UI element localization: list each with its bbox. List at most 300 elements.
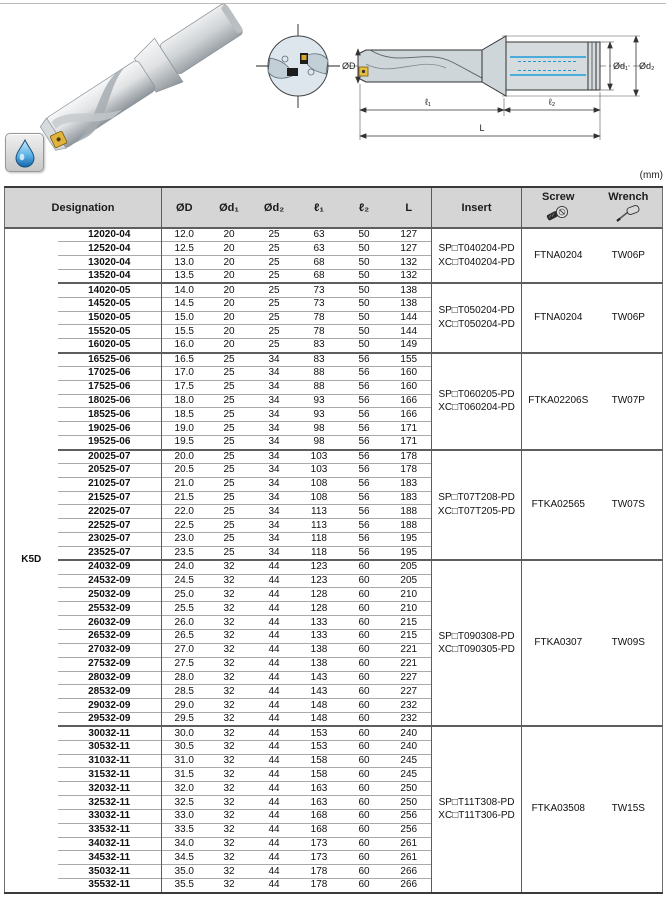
dimension-cell: 34 (252, 533, 297, 547)
dimension-cell: 60 (342, 796, 387, 810)
dimension-cell: 127 (387, 242, 432, 256)
dimension-cell: 31.0 (162, 754, 207, 768)
wrench-label: Wrench (608, 190, 649, 203)
dimension-cell: 261 (387, 837, 432, 851)
designation-cell: 27532-09 (58, 657, 162, 671)
table-row (5, 560, 663, 574)
dimension-cell: 17.5 (162, 380, 207, 394)
dimension-cell: 14.5 (162, 297, 207, 311)
col-header-od1: Ød₁ (207, 187, 252, 228)
dimension-cell: 60 (342, 740, 387, 754)
dimension-cell: 138 (297, 643, 342, 657)
dimension-cell: 60 (342, 629, 387, 643)
dimension-cell: 32 (207, 671, 252, 685)
dimension-cell: 261 (387, 851, 432, 865)
dimension-cell: 44 (252, 879, 297, 893)
dimension-cell: 63 (297, 242, 342, 256)
dimension-cell: 35.5 (162, 879, 207, 893)
designation-cell: 32532-11 (58, 796, 162, 810)
dimension-cell: 24.5 (162, 574, 207, 588)
dimension-cell: 56 (342, 477, 387, 491)
table-row (5, 353, 663, 367)
table-row (5, 228, 663, 242)
dimension-cell: 103 (297, 450, 342, 464)
dimension-cell: 25 (252, 325, 297, 339)
dimension-cell: 60 (342, 865, 387, 879)
dimension-cell: 118 (297, 533, 342, 547)
dimension-cell: 25.0 (162, 588, 207, 602)
dimension-cell: 31.5 (162, 768, 207, 782)
dimension-cell: 56 (342, 366, 387, 380)
designation-cell: 31532-11 (58, 768, 162, 782)
dimension-cell: 78 (297, 325, 342, 339)
dimension-cell: 17.0 (162, 366, 207, 380)
dimension-cell: 113 (297, 519, 342, 533)
dimension-cell: 50 (342, 339, 387, 353)
designation-cell: 31032-11 (58, 754, 162, 768)
dimension-cell: 113 (297, 505, 342, 519)
dimension-cell: 163 (297, 782, 342, 796)
dimension-cell: 25 (207, 380, 252, 394)
dimension-cell: 143 (297, 685, 342, 699)
dimension-cell: 183 (387, 491, 432, 505)
dimension-cell: 25 (252, 242, 297, 256)
designation-cell: 19525-06 (58, 436, 162, 450)
designation-cell: 14520-05 (58, 297, 162, 311)
dimension-cell: 44 (252, 865, 297, 879)
dimension-cell: 28.0 (162, 671, 207, 685)
wrench-cell: TW06P (595, 228, 663, 283)
designation-cell: 18525-06 (58, 408, 162, 422)
designation-cell: 14020-05 (58, 283, 162, 297)
dimension-cell: 60 (342, 823, 387, 837)
dimension-cell: 44 (252, 643, 297, 657)
dimension-cell: 98 (297, 422, 342, 436)
col-header-insert: Insert (432, 187, 522, 228)
dimension-cell: 166 (387, 408, 432, 422)
dimension-cell: 245 (387, 754, 432, 768)
dimension-cell: 32 (207, 726, 252, 740)
dimension-cell: 60 (342, 809, 387, 823)
wrench-cell: TW07P (595, 353, 663, 450)
dimension-cell: 32 (207, 851, 252, 865)
dim-label-l1: ℓ₁ (425, 97, 431, 107)
dimension-cell: 56 (342, 505, 387, 519)
dimension-cell: 195 (387, 546, 432, 560)
insert-cell: SP□T090308-PD XC□T090305-PD (432, 560, 522, 726)
dimension-cell: 25 (252, 256, 297, 270)
dimension-cell: 25 (207, 394, 252, 408)
dimension-cell: 25 (207, 477, 252, 491)
designation-cell: 22025-07 (58, 505, 162, 519)
dimension-cell: 210 (387, 588, 432, 602)
dimension-cell: 22.0 (162, 505, 207, 519)
dimension-cell: 12.5 (162, 242, 207, 256)
dimension-cell: 32 (207, 588, 252, 602)
dimension-cell: 266 (387, 879, 432, 893)
dimension-cell: 34 (252, 422, 297, 436)
col-header-od: ØD (162, 187, 207, 228)
dimension-cell: 32 (207, 629, 252, 643)
drill-dimension-diagram (342, 4, 664, 156)
dimension-cell: 60 (342, 643, 387, 657)
dimension-cell: 23.0 (162, 533, 207, 547)
designation-cell: 35532-11 (58, 879, 162, 893)
dimension-cell: 178 (387, 450, 432, 464)
dimension-cell: 34 (252, 477, 297, 491)
dim-label-l2: ℓ₂ (548, 97, 556, 107)
dimension-cell: 25 (207, 519, 252, 533)
dimension-cell: 68 (297, 270, 342, 284)
dimension-cell: 19.5 (162, 436, 207, 450)
dimension-cell: 44 (252, 726, 297, 740)
designation-cell: 32032-11 (58, 782, 162, 796)
dimension-cell: 44 (252, 782, 297, 796)
designation-cell: 34532-11 (58, 851, 162, 865)
dimension-cell: 25 (207, 422, 252, 436)
dimension-cell: 118 (297, 546, 342, 560)
dimension-cell: 60 (342, 837, 387, 851)
dimension-cell: 205 (387, 574, 432, 588)
dimension-cell: 25 (207, 546, 252, 560)
table-header-row (5, 187, 663, 228)
dimension-cell: 127 (387, 228, 432, 242)
dimension-cell: 32 (207, 657, 252, 671)
dim-label-L: L (479, 123, 485, 133)
dimension-cell: 44 (252, 809, 297, 823)
dimension-cell: 25 (252, 311, 297, 325)
dimension-cell: 25 (252, 228, 297, 242)
dimension-cell: 78 (297, 311, 342, 325)
dimension-cell: 20 (207, 270, 252, 284)
coolant-button (5, 133, 44, 172)
product-hero (0, 0, 666, 186)
dimension-cell: 44 (252, 602, 297, 616)
dimension-cell: 178 (387, 463, 432, 477)
dim-label-od: ØD (342, 61, 356, 71)
dimension-cell: 73 (297, 283, 342, 297)
dimension-cell: 32 (207, 616, 252, 630)
dimension-cell: 44 (252, 754, 297, 768)
drill-face-view (256, 24, 340, 108)
dimension-cell: 68 (297, 256, 342, 270)
dimension-cell: 98 (297, 436, 342, 450)
dimension-cell: 50 (342, 297, 387, 311)
designation-cell: 18025-06 (58, 394, 162, 408)
designation-cell: 19025-06 (58, 422, 162, 436)
dimension-cell: 44 (252, 616, 297, 630)
designation-cell: 24532-09 (58, 574, 162, 588)
insert-cell: SP□T040204-PD XC□T040204-PD (432, 228, 522, 283)
dimension-cell: 20 (207, 339, 252, 353)
insert-cell: SP□T060205-PD XC□T060204-PD (432, 353, 522, 450)
dimension-cell: 56 (342, 353, 387, 367)
dimension-cell: 18.5 (162, 408, 207, 422)
dimension-cell: 23.5 (162, 546, 207, 560)
dimension-cell: 60 (342, 726, 387, 740)
col-header-designation: Designation (5, 187, 162, 228)
dimension-cell: 245 (387, 768, 432, 782)
dimension-cell: 32 (207, 782, 252, 796)
dimension-cell: 188 (387, 519, 432, 533)
dimension-cell: 138 (297, 657, 342, 671)
designation-cell: 26532-09 (58, 629, 162, 643)
dimension-cell: 123 (297, 574, 342, 588)
dimension-cell: 32 (207, 796, 252, 810)
screw-cell: FTNA0204 (522, 283, 595, 352)
dimension-cell: 44 (252, 699, 297, 713)
designation-cell: 29532-09 (58, 713, 162, 727)
designation-cell: 33532-11 (58, 823, 162, 837)
dimension-cell: 44 (252, 837, 297, 851)
designation-cell: 13020-04 (58, 256, 162, 270)
col-header-screw (522, 187, 595, 228)
table-row (5, 450, 663, 464)
dimension-cell: 25 (207, 408, 252, 422)
dimension-cell: 60 (342, 699, 387, 713)
designation-cell: 28032-09 (58, 671, 162, 685)
dimension-cell: 60 (342, 588, 387, 602)
designation-cell: 13520-04 (58, 270, 162, 284)
table-row (5, 283, 663, 297)
dimension-cell: 138 (387, 297, 432, 311)
dimension-cell: 44 (252, 796, 297, 810)
dimension-cell: 15.0 (162, 311, 207, 325)
dimension-cell: 32 (207, 809, 252, 823)
dimension-cell: 20 (207, 242, 252, 256)
dimension-cell: 178 (297, 879, 342, 893)
screw-label: Screw (542, 190, 575, 203)
dimension-cell: 34.0 (162, 837, 207, 851)
dimension-cell: 50 (342, 242, 387, 256)
dimension-cell: 16.0 (162, 339, 207, 353)
dimension-cell: 32.0 (162, 782, 207, 796)
designation-cell: 27032-09 (58, 643, 162, 657)
dimension-cell: 15.5 (162, 325, 207, 339)
dimension-cell: 60 (342, 754, 387, 768)
dimension-cell: 168 (297, 823, 342, 837)
dimension-cell: 20 (207, 228, 252, 242)
designation-cell: 22525-07 (58, 519, 162, 533)
dimension-cell: 60 (342, 685, 387, 699)
dimension-cell: 153 (297, 726, 342, 740)
dimension-cell: 60 (342, 782, 387, 796)
designation-cell: 16020-05 (58, 339, 162, 353)
designation-cell: 12520-04 (58, 242, 162, 256)
dimension-cell: 178 (297, 865, 342, 879)
dimension-cell: 183 (387, 477, 432, 491)
dimension-cell: 50 (342, 270, 387, 284)
dimension-cell: 171 (387, 436, 432, 450)
dimension-cell: 227 (387, 671, 432, 685)
dimension-cell: 160 (387, 380, 432, 394)
dimension-cell: 256 (387, 823, 432, 837)
dimension-cell: 56 (342, 436, 387, 450)
screw-cell: FTKA02565 (522, 450, 595, 561)
dimension-cell: 210 (387, 602, 432, 616)
dimension-cell: 227 (387, 685, 432, 699)
dimension-cell: 32 (207, 768, 252, 782)
dimension-cell: 32 (207, 879, 252, 893)
dimension-cell: 149 (387, 339, 432, 353)
dimension-cell: 25 (207, 533, 252, 547)
dimension-cell: 44 (252, 713, 297, 727)
dimension-cell: 25 (207, 353, 252, 367)
series-label: K5D (5, 228, 58, 893)
designation-cell: 24032-09 (58, 560, 162, 574)
unit-label: (mm) (639, 170, 663, 181)
dimension-cell: 188 (387, 505, 432, 519)
dimension-cell: 88 (297, 380, 342, 394)
dimension-cell: 232 (387, 713, 432, 727)
catalog-table-body (5, 228, 663, 893)
dimension-cell: 160 (387, 366, 432, 380)
dimension-cell: 32 (207, 602, 252, 616)
dimension-cell: 56 (342, 394, 387, 408)
insert-cell: SP□T050204-PD XC□T050204-PD (432, 283, 522, 352)
designation-cell: 20525-07 (58, 463, 162, 477)
dimension-cell: 128 (297, 588, 342, 602)
screw-cell: FTKA02206S (522, 353, 595, 450)
dimension-cell: 16.5 (162, 353, 207, 367)
dimension-cell: 155 (387, 353, 432, 367)
dimension-cell: 25 (207, 436, 252, 450)
dimension-cell: 44 (252, 768, 297, 782)
dimension-cell: 44 (252, 685, 297, 699)
dimension-cell: 32 (207, 837, 252, 851)
designation-cell: 20025-07 (58, 450, 162, 464)
dimension-cell: 34 (252, 491, 297, 505)
dimension-cell: 27.5 (162, 657, 207, 671)
designation-cell: 28532-09 (58, 685, 162, 699)
dimension-cell: 34 (252, 546, 297, 560)
dimension-cell: 153 (297, 740, 342, 754)
col-header-L: L (387, 187, 432, 228)
dimension-cell: 240 (387, 726, 432, 740)
dimension-cell: 144 (387, 311, 432, 325)
dimension-cell: 56 (342, 450, 387, 464)
dimension-cell: 25 (252, 297, 297, 311)
dimension-cell: 221 (387, 643, 432, 657)
dimension-cell: 18.0 (162, 394, 207, 408)
dimension-cell: 60 (342, 560, 387, 574)
dimension-cell: 73 (297, 297, 342, 311)
screw-cell: FTKA03508 (522, 726, 595, 892)
designation-cell: 17025-06 (58, 366, 162, 380)
dimension-cell: 144 (387, 325, 432, 339)
dimension-cell: 25 (207, 505, 252, 519)
drill-photo (28, 2, 280, 162)
dimension-cell: 28.5 (162, 685, 207, 699)
dimension-cell: 32 (207, 685, 252, 699)
dimension-cell: 63 (297, 228, 342, 242)
dimension-cell: 56 (342, 408, 387, 422)
dimension-cell: 13.5 (162, 270, 207, 284)
designation-cell: 34032-11 (58, 837, 162, 851)
dimension-cell: 60 (342, 879, 387, 893)
dimension-cell: 32 (207, 754, 252, 768)
dimension-cell: 56 (342, 422, 387, 436)
dimension-cell: 34 (252, 366, 297, 380)
dimension-cell: 34 (252, 394, 297, 408)
dimension-cell: 32.5 (162, 796, 207, 810)
dimension-cell: 34 (252, 505, 297, 519)
dimension-cell: 20.5 (162, 463, 207, 477)
dimension-cell: 173 (297, 837, 342, 851)
dim-label-od1: Ød₁ (613, 61, 629, 71)
dimension-cell: 34 (252, 519, 297, 533)
dimension-cell: 88 (297, 366, 342, 380)
dimension-cell: 143 (297, 671, 342, 685)
dimension-cell: 44 (252, 629, 297, 643)
dimension-cell: 83 (297, 353, 342, 367)
dimension-cell: 34 (252, 408, 297, 422)
dimension-cell: 32 (207, 865, 252, 879)
insert-cell: SP□T11T308-PD XC□T11T306-PD (432, 726, 522, 892)
dimension-cell: 232 (387, 699, 432, 713)
dimension-cell: 21.5 (162, 491, 207, 505)
designation-cell: 16525-06 (58, 353, 162, 367)
designation-cell: 30532-11 (58, 740, 162, 754)
dimension-cell: 34 (252, 463, 297, 477)
dimension-cell: 60 (342, 616, 387, 630)
dimension-cell: 25 (207, 491, 252, 505)
dimension-cell: 56 (342, 533, 387, 547)
dimension-cell: 32 (207, 823, 252, 837)
dimension-cell: 50 (342, 325, 387, 339)
dimension-cell: 34.5 (162, 851, 207, 865)
dimension-cell: 35.0 (162, 865, 207, 879)
dimension-cell: 60 (342, 768, 387, 782)
dimension-cell: 25 (252, 270, 297, 284)
dimension-cell: 133 (297, 616, 342, 630)
dimension-cell: 195 (387, 533, 432, 547)
col-header-l1: ℓ₁ (297, 187, 342, 228)
dimension-cell: 50 (342, 228, 387, 242)
dimension-cell: 168 (297, 809, 342, 823)
dimension-cell: 93 (297, 408, 342, 422)
dimension-cell: 14.0 (162, 283, 207, 297)
designation-cell: 12020-04 (58, 228, 162, 242)
designation-cell: 15520-05 (58, 325, 162, 339)
spec-table (4, 186, 663, 894)
dimension-cell: 33.0 (162, 809, 207, 823)
dimension-cell: 256 (387, 809, 432, 823)
dimension-cell: 158 (297, 768, 342, 782)
wrench-cell: TW07S (595, 450, 663, 561)
dimension-cell: 26.5 (162, 629, 207, 643)
dimension-cell: 29.5 (162, 713, 207, 727)
designation-cell: 21025-07 (58, 477, 162, 491)
dimension-cell: 50 (342, 311, 387, 325)
dimension-cell: 27.0 (162, 643, 207, 657)
dimension-cell: 60 (342, 671, 387, 685)
dimension-cell: 60 (342, 713, 387, 727)
dimension-cell: 56 (342, 463, 387, 477)
dimension-cell: 108 (297, 491, 342, 505)
dimension-cell: 44 (252, 823, 297, 837)
dimension-cell: 44 (252, 740, 297, 754)
designation-cell: 35032-11 (58, 865, 162, 879)
dimension-cell: 32 (207, 740, 252, 754)
wrench-cell: TW15S (595, 726, 663, 892)
dimension-cell: 250 (387, 796, 432, 810)
dimension-cell: 138 (387, 283, 432, 297)
dimension-cell: 158 (297, 754, 342, 768)
designation-cell: 25032-09 (58, 588, 162, 602)
dimension-cell: 132 (387, 270, 432, 284)
dimension-cell: 83 (297, 339, 342, 353)
